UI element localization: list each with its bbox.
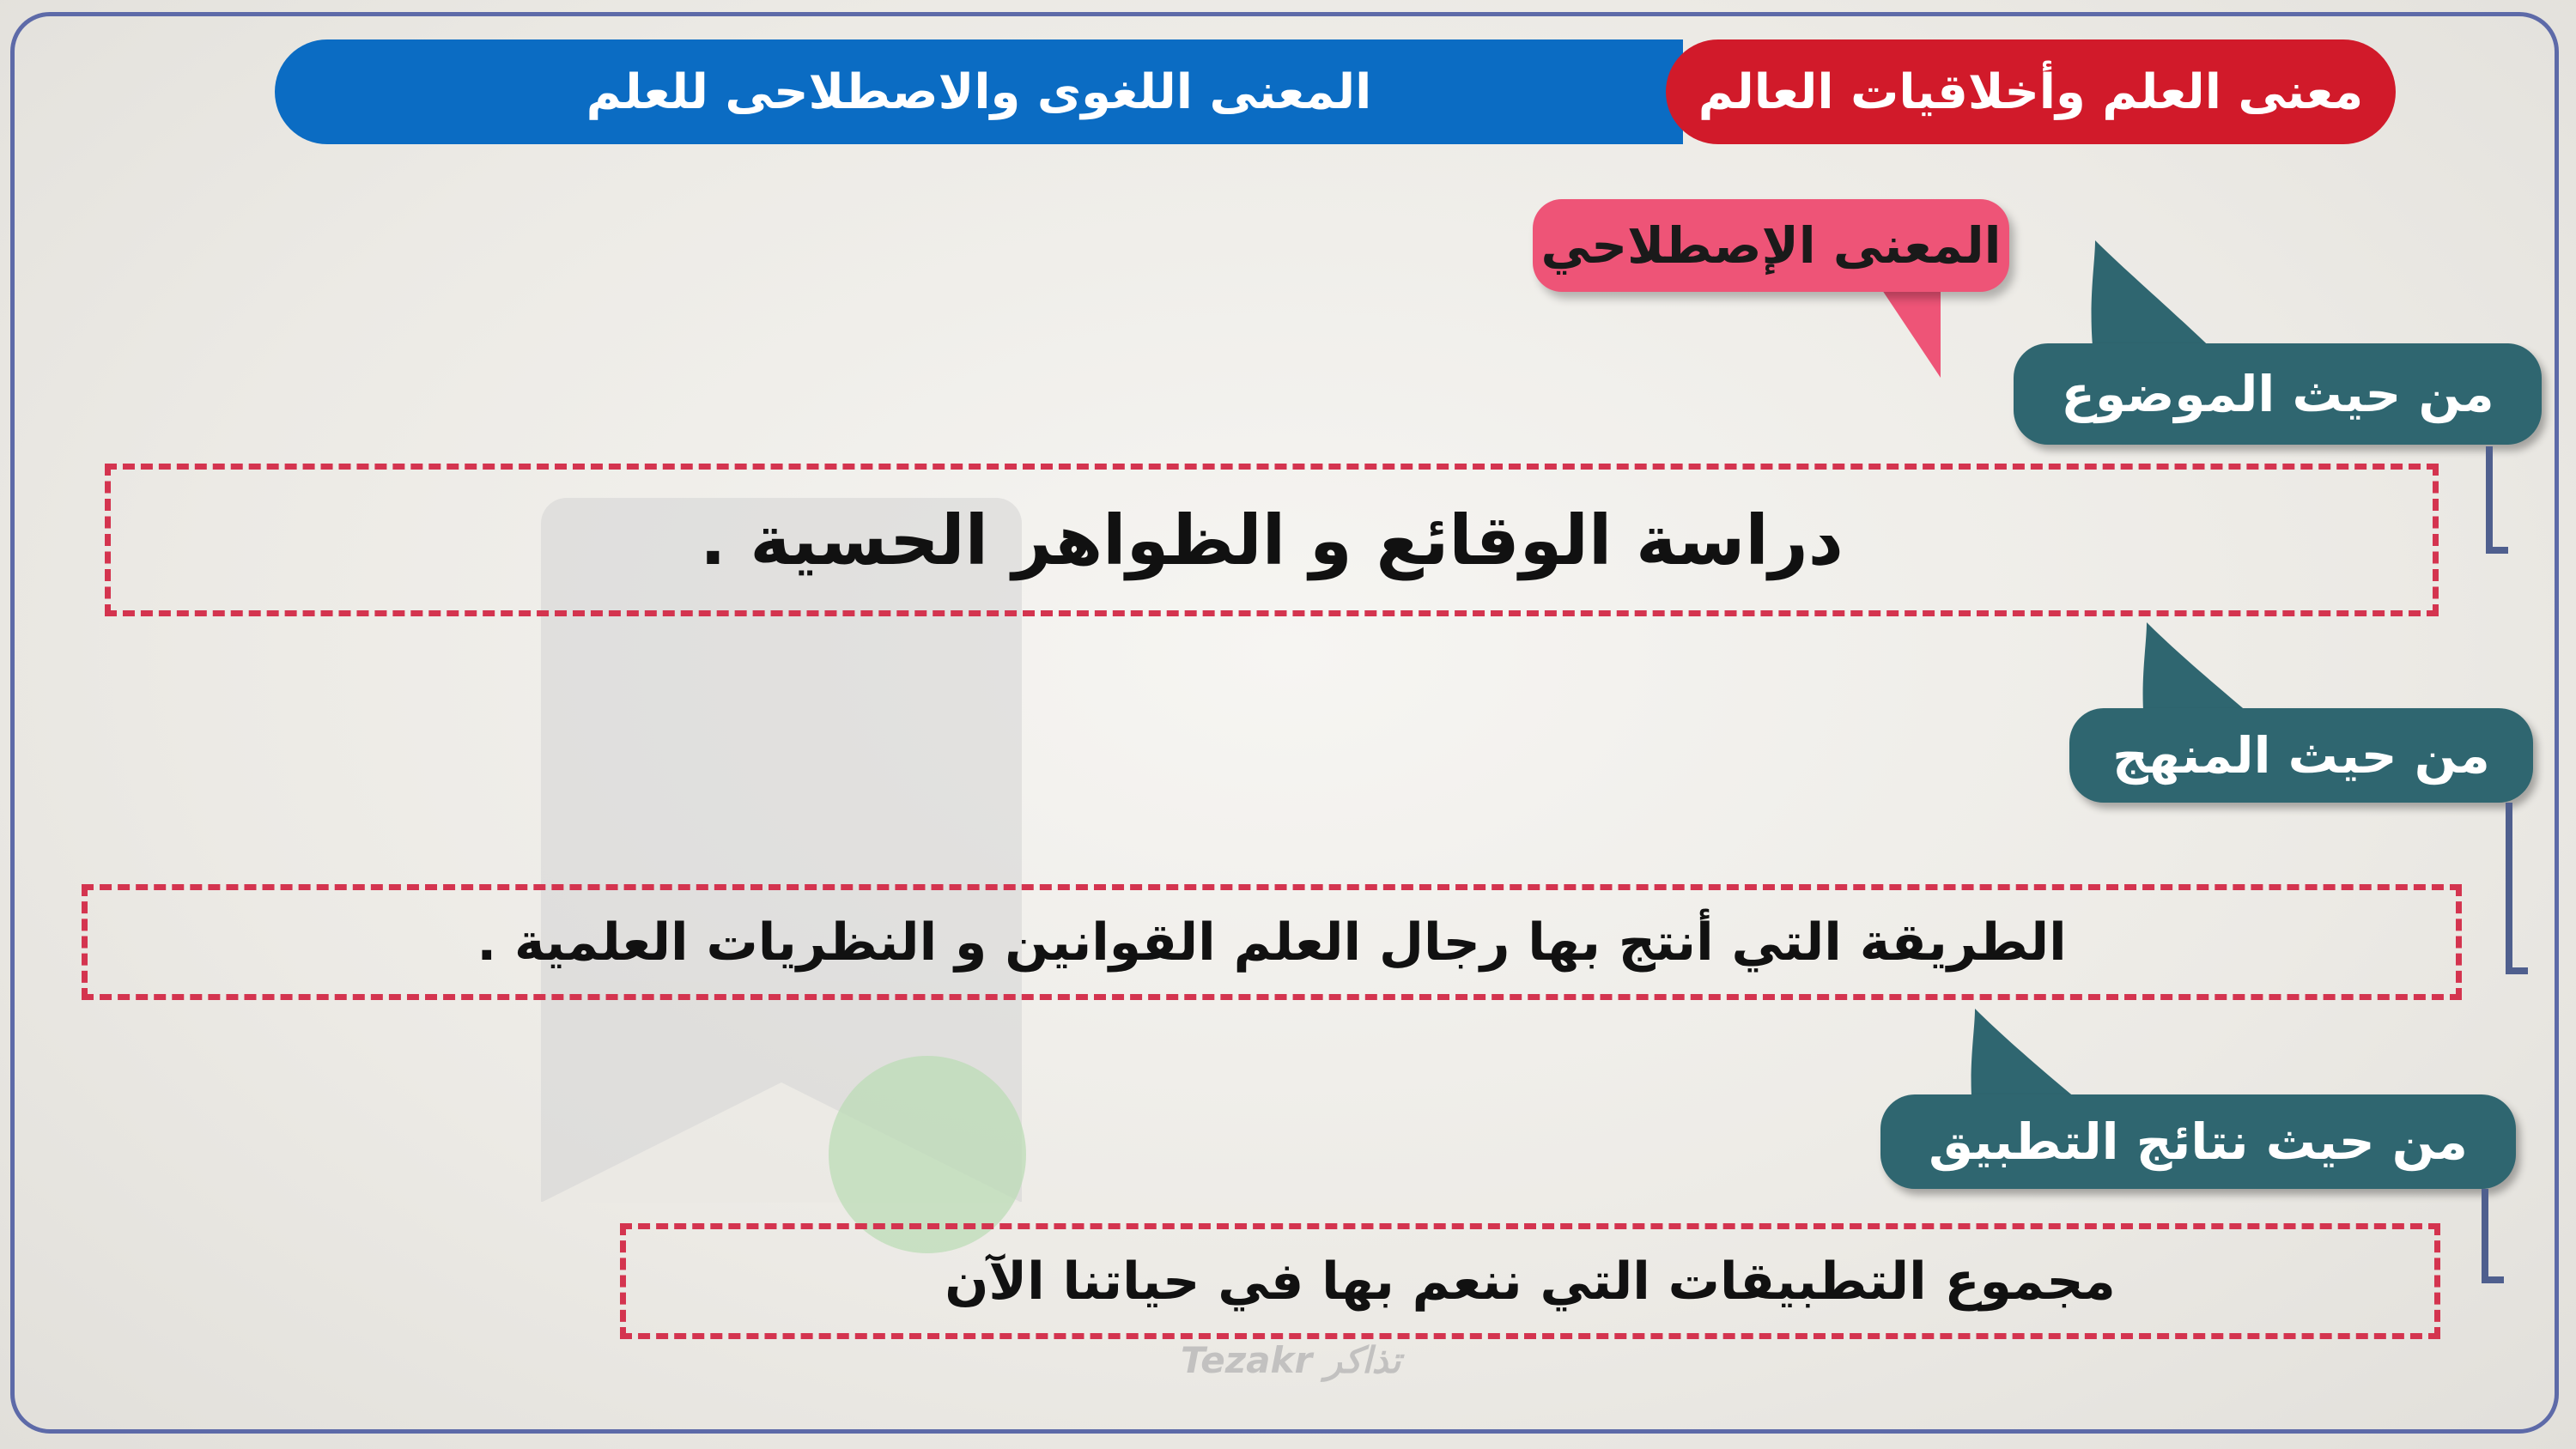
text-box-subject: [105, 464, 2439, 616]
connector-1: [2486, 446, 2508, 554]
section-label-results: [1880, 1094, 2516, 1189]
section-label-method: [2069, 708, 2533, 803]
text-box-method: [82, 884, 2462, 1000]
callout-label: المعنى الإصطلاحي: [1540, 216, 2002, 275]
header-red-title: معنى العلم وأخلاقيات العالم: [1698, 64, 2364, 120]
watermark-logo: Tezakr تذاكر: [1181, 1339, 1401, 1381]
connector-2: [2506, 803, 2528, 974]
header-red-segment: [1666, 39, 2396, 144]
section-text: مجموع التطبيقات التي ننعم بها في حياتنا الآن: [945, 1251, 2116, 1312]
section-text: دراسة الوقائع و الظواهر الحسية .: [700, 500, 1844, 580]
section-label-text: من حيث نتائج التطبيق: [1929, 1113, 2468, 1171]
section-text: الطريقة التي أنتج بها رجال العلم القوانين و النظريات العلمية .: [477, 912, 2067, 973]
section-label-subject: [2014, 343, 2542, 445]
header-blue-title: المعنى اللغوى والاصطلاحى للعلم: [586, 64, 1372, 120]
connector-3: [2482, 1189, 2504, 1283]
header-blue-segment: [275, 39, 1683, 144]
section-label-text: من حيث المنهج: [2112, 726, 2490, 785]
text-box-results: [620, 1223, 2440, 1339]
header-bar: [275, 39, 2396, 144]
section-label-text: من حيث الموضوع: [2061, 365, 2494, 423]
callout-bubble: [1533, 199, 2009, 292]
